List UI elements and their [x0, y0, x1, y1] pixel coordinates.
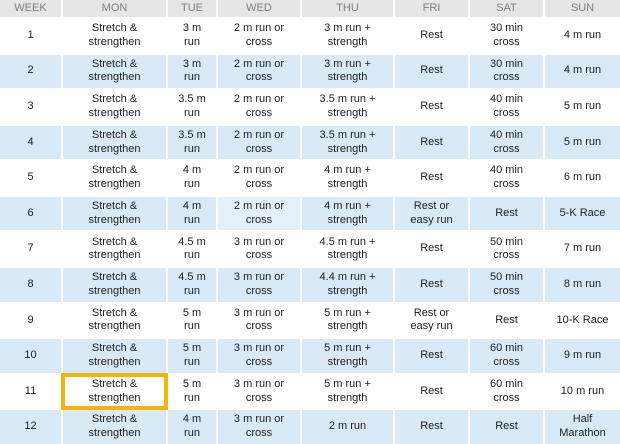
- cell-week10-fri: Rest: [395, 339, 468, 373]
- cell-week11-fri: Rest: [395, 375, 468, 409]
- cell-week2-sat: 30 min cross: [470, 55, 543, 89]
- cell-week2-wed: 2 m run or cross: [218, 55, 300, 89]
- cell-week4-sat: 40 min cross: [470, 126, 543, 160]
- cell-week12-thu: 2 m run: [302, 410, 393, 444]
- cell-week9-thu: 5 m run + strength: [302, 304, 393, 338]
- cell-week8-wed: 3 m run or cross: [218, 268, 300, 302]
- cell-week11-sat: 60 min cross: [470, 375, 543, 409]
- cell-week6-sat: Rest: [470, 197, 543, 231]
- cell-week6-tue: 4 m run: [168, 197, 216, 231]
- cell-week3-sat: 40 min cross: [470, 90, 543, 124]
- cell-week1-sat: 30 min cross: [470, 19, 543, 53]
- cell-week8-tue: 4.5 m run: [168, 268, 216, 302]
- column-header-mon: MON: [63, 0, 166, 17]
- cell-week8-sat: 50 min cross: [470, 268, 543, 302]
- cell-week3-mon: Stretch & strengthen: [63, 90, 166, 124]
- cell-week9-sun: 10-K Race: [545, 304, 620, 338]
- cell-week10-thu: 5 m run + strength: [302, 339, 393, 373]
- cell-week5-mon: Stretch & strengthen: [63, 161, 166, 195]
- cell-week11-sun: 10 m run: [545, 375, 620, 409]
- week-number-7: 7: [0, 232, 61, 266]
- cell-week2-mon: Stretch & strengthen: [63, 55, 166, 89]
- cell-week8-thu: 4.4 m run + strength: [302, 268, 393, 302]
- cell-week7-tue: 4.5 m run: [168, 232, 216, 266]
- cell-week2-tue: 3 m run: [168, 55, 216, 89]
- week-number-10: 10: [0, 339, 61, 373]
- column-header-thu: THU: [302, 0, 393, 17]
- cell-week10-sat: 60 min cross: [470, 339, 543, 373]
- cell-week9-mon: Stretch & strengthen: [63, 304, 166, 338]
- cell-week12-mon: Stretch & strengthen: [63, 410, 166, 444]
- cell-week12-wed: 3 m run or cross: [218, 410, 300, 444]
- cell-week6-wed: 2 m run or cross: [218, 197, 300, 231]
- cell-week7-mon: Stretch & strengthen: [63, 232, 166, 266]
- cell-week1-wed: 2 m run or cross: [218, 19, 300, 53]
- week-number-4: 4: [0, 126, 61, 160]
- cell-week5-thu: 4 m run + strength: [302, 161, 393, 195]
- cell-week5-sun: 6 m run: [545, 161, 620, 195]
- cell-week2-thu: 3 m run + strength: [302, 55, 393, 89]
- cell-week1-sun: 4 m run: [545, 19, 620, 53]
- week-number-6: 6: [0, 197, 61, 231]
- cell-week5-tue: 4 m run: [168, 161, 216, 195]
- cell-week7-fri: Rest: [395, 232, 468, 266]
- cell-week5-wed: 2 m run or cross: [218, 161, 300, 195]
- cell-week1-tue: 3 m run: [168, 19, 216, 53]
- cell-week7-sat: 50 min cross: [470, 232, 543, 266]
- cell-week9-fri: Rest or easy run: [395, 304, 468, 338]
- cell-week8-mon: Stretch & strengthen: [63, 268, 166, 302]
- cell-week6-thu: 4 m run + strength: [302, 197, 393, 231]
- cell-week10-wed: 3 m run or cross: [218, 339, 300, 373]
- week-number-5: 5: [0, 161, 61, 195]
- cell-week6-mon: Stretch & strengthen: [63, 197, 166, 231]
- cell-week1-mon: Stretch & strengthen: [63, 19, 166, 53]
- cell-week4-tue: 3.5 m run: [168, 126, 216, 160]
- cell-week12-sat: Rest: [470, 410, 543, 444]
- cell-week7-sun: 7 m run: [545, 232, 620, 266]
- column-header-week: WEEK: [0, 0, 61, 17]
- cell-week7-thu: 4.5 m run + strength: [302, 232, 393, 266]
- cell-week12-sun: Half Marathon: [545, 410, 620, 444]
- column-header-wed: WED: [218, 0, 300, 17]
- week-number-2: 2: [0, 55, 61, 89]
- cell-week1-fri: Rest: [395, 19, 468, 53]
- cell-week11-wed: 3 m run or cross: [218, 375, 300, 409]
- cell-week11-thu: 5 m run + strength: [302, 375, 393, 409]
- cell-week7-wed: 3 m run or cross: [218, 232, 300, 266]
- cell-week12-fri: Rest: [395, 410, 468, 444]
- week-number-8: 8: [0, 268, 61, 302]
- cell-week9-sat: Rest: [470, 304, 543, 338]
- column-header-sun: SUN: [545, 0, 620, 17]
- column-header-fri: FRI: [395, 0, 468, 17]
- cell-week4-thu: 3.5 m run + strength: [302, 126, 393, 160]
- cell-week8-fri: Rest: [395, 268, 468, 302]
- cell-week4-wed: 2 m run or cross: [218, 126, 300, 160]
- cell-week3-wed: 2 m run or cross: [218, 90, 300, 124]
- cell-week9-tue: 5 m run: [168, 304, 216, 338]
- cell-week6-fri: Rest or easy run: [395, 197, 468, 231]
- cell-week4-fri: Rest: [395, 126, 468, 160]
- week-number-1: 1: [0, 19, 61, 53]
- cell-week3-tue: 3.5 m run: [168, 90, 216, 124]
- cell-week1-thu: 3 m run + strength: [302, 19, 393, 53]
- cell-week8-sun: 8 m run: [545, 268, 620, 302]
- cell-week4-sun: 5 m run: [545, 126, 620, 160]
- week-number-9: 9: [0, 304, 61, 338]
- week-number-12: 12: [0, 410, 61, 444]
- cell-week3-sun: 5 m run: [545, 90, 620, 124]
- cell-week4-mon: Stretch & strengthen: [63, 126, 166, 160]
- cell-week10-tue: 5 m run: [168, 339, 216, 373]
- cell-week9-wed: 3 m run or cross: [218, 304, 300, 338]
- cell-week10-mon: Stretch & strengthen: [63, 339, 166, 373]
- week-number-11: 11: [0, 375, 61, 409]
- cell-week3-fri: Rest: [395, 90, 468, 124]
- cell-week3-thu: 3.5 m run + strength: [302, 90, 393, 124]
- highlighted-cell-week11-mon: Stretch & strengthen: [63, 375, 166, 409]
- column-header-tue: TUE: [168, 0, 216, 17]
- cell-week6-sun: 5-K Race: [545, 197, 620, 231]
- column-header-sat: SAT: [470, 0, 543, 17]
- cell-week12-tue: 4 m run: [168, 410, 216, 444]
- cell-week2-fri: Rest: [395, 55, 468, 89]
- week-number-3: 3: [0, 90, 61, 124]
- cell-week11-tue: 5 m run: [168, 375, 216, 409]
- cell-week5-sat: 40 min cross: [470, 161, 543, 195]
- cell-week5-fri: Rest: [395, 161, 468, 195]
- cell-week2-sun: 4 m run: [545, 55, 620, 89]
- cell-week10-sun: 9 m run: [545, 339, 620, 373]
